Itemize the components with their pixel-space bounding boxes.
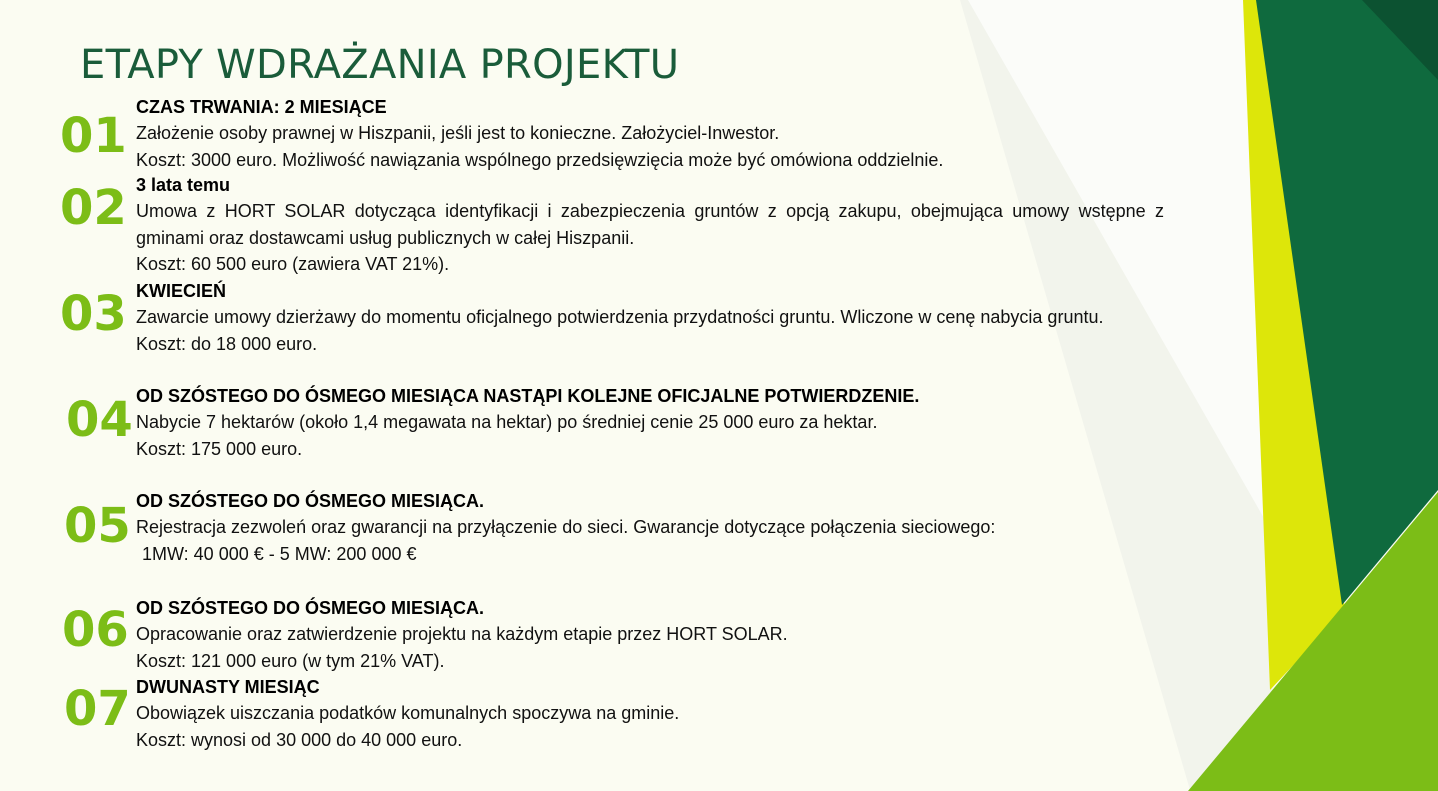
stage-cost: Koszt: 121 000 euro (w tym 21% VAT). (136, 650, 445, 671)
stage-number: 02 (60, 180, 127, 236)
stage-number: 06 (62, 602, 129, 658)
stage-heading: KWIECIEŃ (136, 281, 226, 301)
stage-cost: Koszt: 3000 euro. Możliwość nawiązania wspólnego przedsięwzięcia może być omówiona oddzielnie. (136, 149, 944, 170)
stage-cost: 1MW: 40 000 € - 5 MW: 200 000 € (142, 543, 417, 564)
page-title: ETAPY WDRAŻANIA PROJEKTU (80, 42, 680, 88)
stage-number: 04 (66, 392, 133, 448)
stage-text: Zawarcie umowy dzierżawy do momentu oficjalnego potwierdzenia przydatności gruntu. Wliczone w cenę nabycia gruntu. (136, 307, 1104, 327)
stage-heading: 3 lata temu (136, 175, 231, 195)
stage-body (136, 595, 1164, 674)
stage-text: Założenie osoby prawnej w Hiszpanii, jeśli jest to konieczne. Założyciel-Inwestor. (136, 123, 780, 143)
stage-heading: OD SZÓSTEGO DO ÓSMEGO MIESIĄCA. (136, 491, 485, 511)
stage-number: 03 (60, 286, 127, 342)
stage-heading: OD SZÓSTEGO DO ÓSMEGO MIESIĄCA NASTĄPI KOLEJNE OFICJALNE POTWIERDZENIE. (136, 386, 920, 406)
stage-body (136, 278, 1164, 357)
stage-cost: Koszt: wynosi od 30 000 do 40 000 euro. (136, 729, 463, 750)
stage-text: Nabycie 7 hektarów (około 1,4 megawata na hektar) po średniej cenie 25 000 euro za hektar. (136, 412, 878, 432)
stage-body (136, 94, 1164, 173)
stage-text: Umowa z HORT SOLAR dotycząca identyfikacji i zabezpieczenia gruntów z opcją zakupu, obejmująca umowy wstępne z gminami oraz dostawcami usług publicznych w całej Hiszpanii. (136, 201, 1164, 248)
stage-heading: DWUNASTY MIESIĄC (136, 677, 320, 697)
stage-number: 01 (60, 108, 127, 164)
stage-body (136, 674, 1164, 753)
stage-heading: CZAS TRWANIA: 2 MIESIĄCE (136, 97, 387, 117)
stage-number: 05 (64, 498, 131, 554)
stage-text: Obowiązek uiszczania podatków komunalnych spoczywa na gminie. (136, 703, 680, 723)
stage-text: Opracowanie oraz zatwierdzenie projektu na każdym etapie przez HORT SOLAR. (136, 624, 788, 644)
stage-text: Rejestracja zezwoleń oraz gwarancji na przyłączenie do sieci. Gwarancje dotyczące połączenia sieciowego: (136, 517, 996, 537)
stage-number: 07 (64, 681, 131, 737)
stage-cost: Koszt: 60 500 euro (zawiera VAT 21%). (136, 254, 450, 274)
stage-cost: Koszt: 175 000 euro. (136, 438, 303, 459)
stage-heading: OD SZÓSTEGO DO ÓSMEGO MIESIĄCA. (136, 598, 485, 618)
stage-body (136, 172, 1164, 278)
stage-body (136, 488, 1164, 567)
stage-cost: Koszt: do 18 000 euro. (136, 333, 318, 354)
stage-body (136, 383, 1164, 462)
